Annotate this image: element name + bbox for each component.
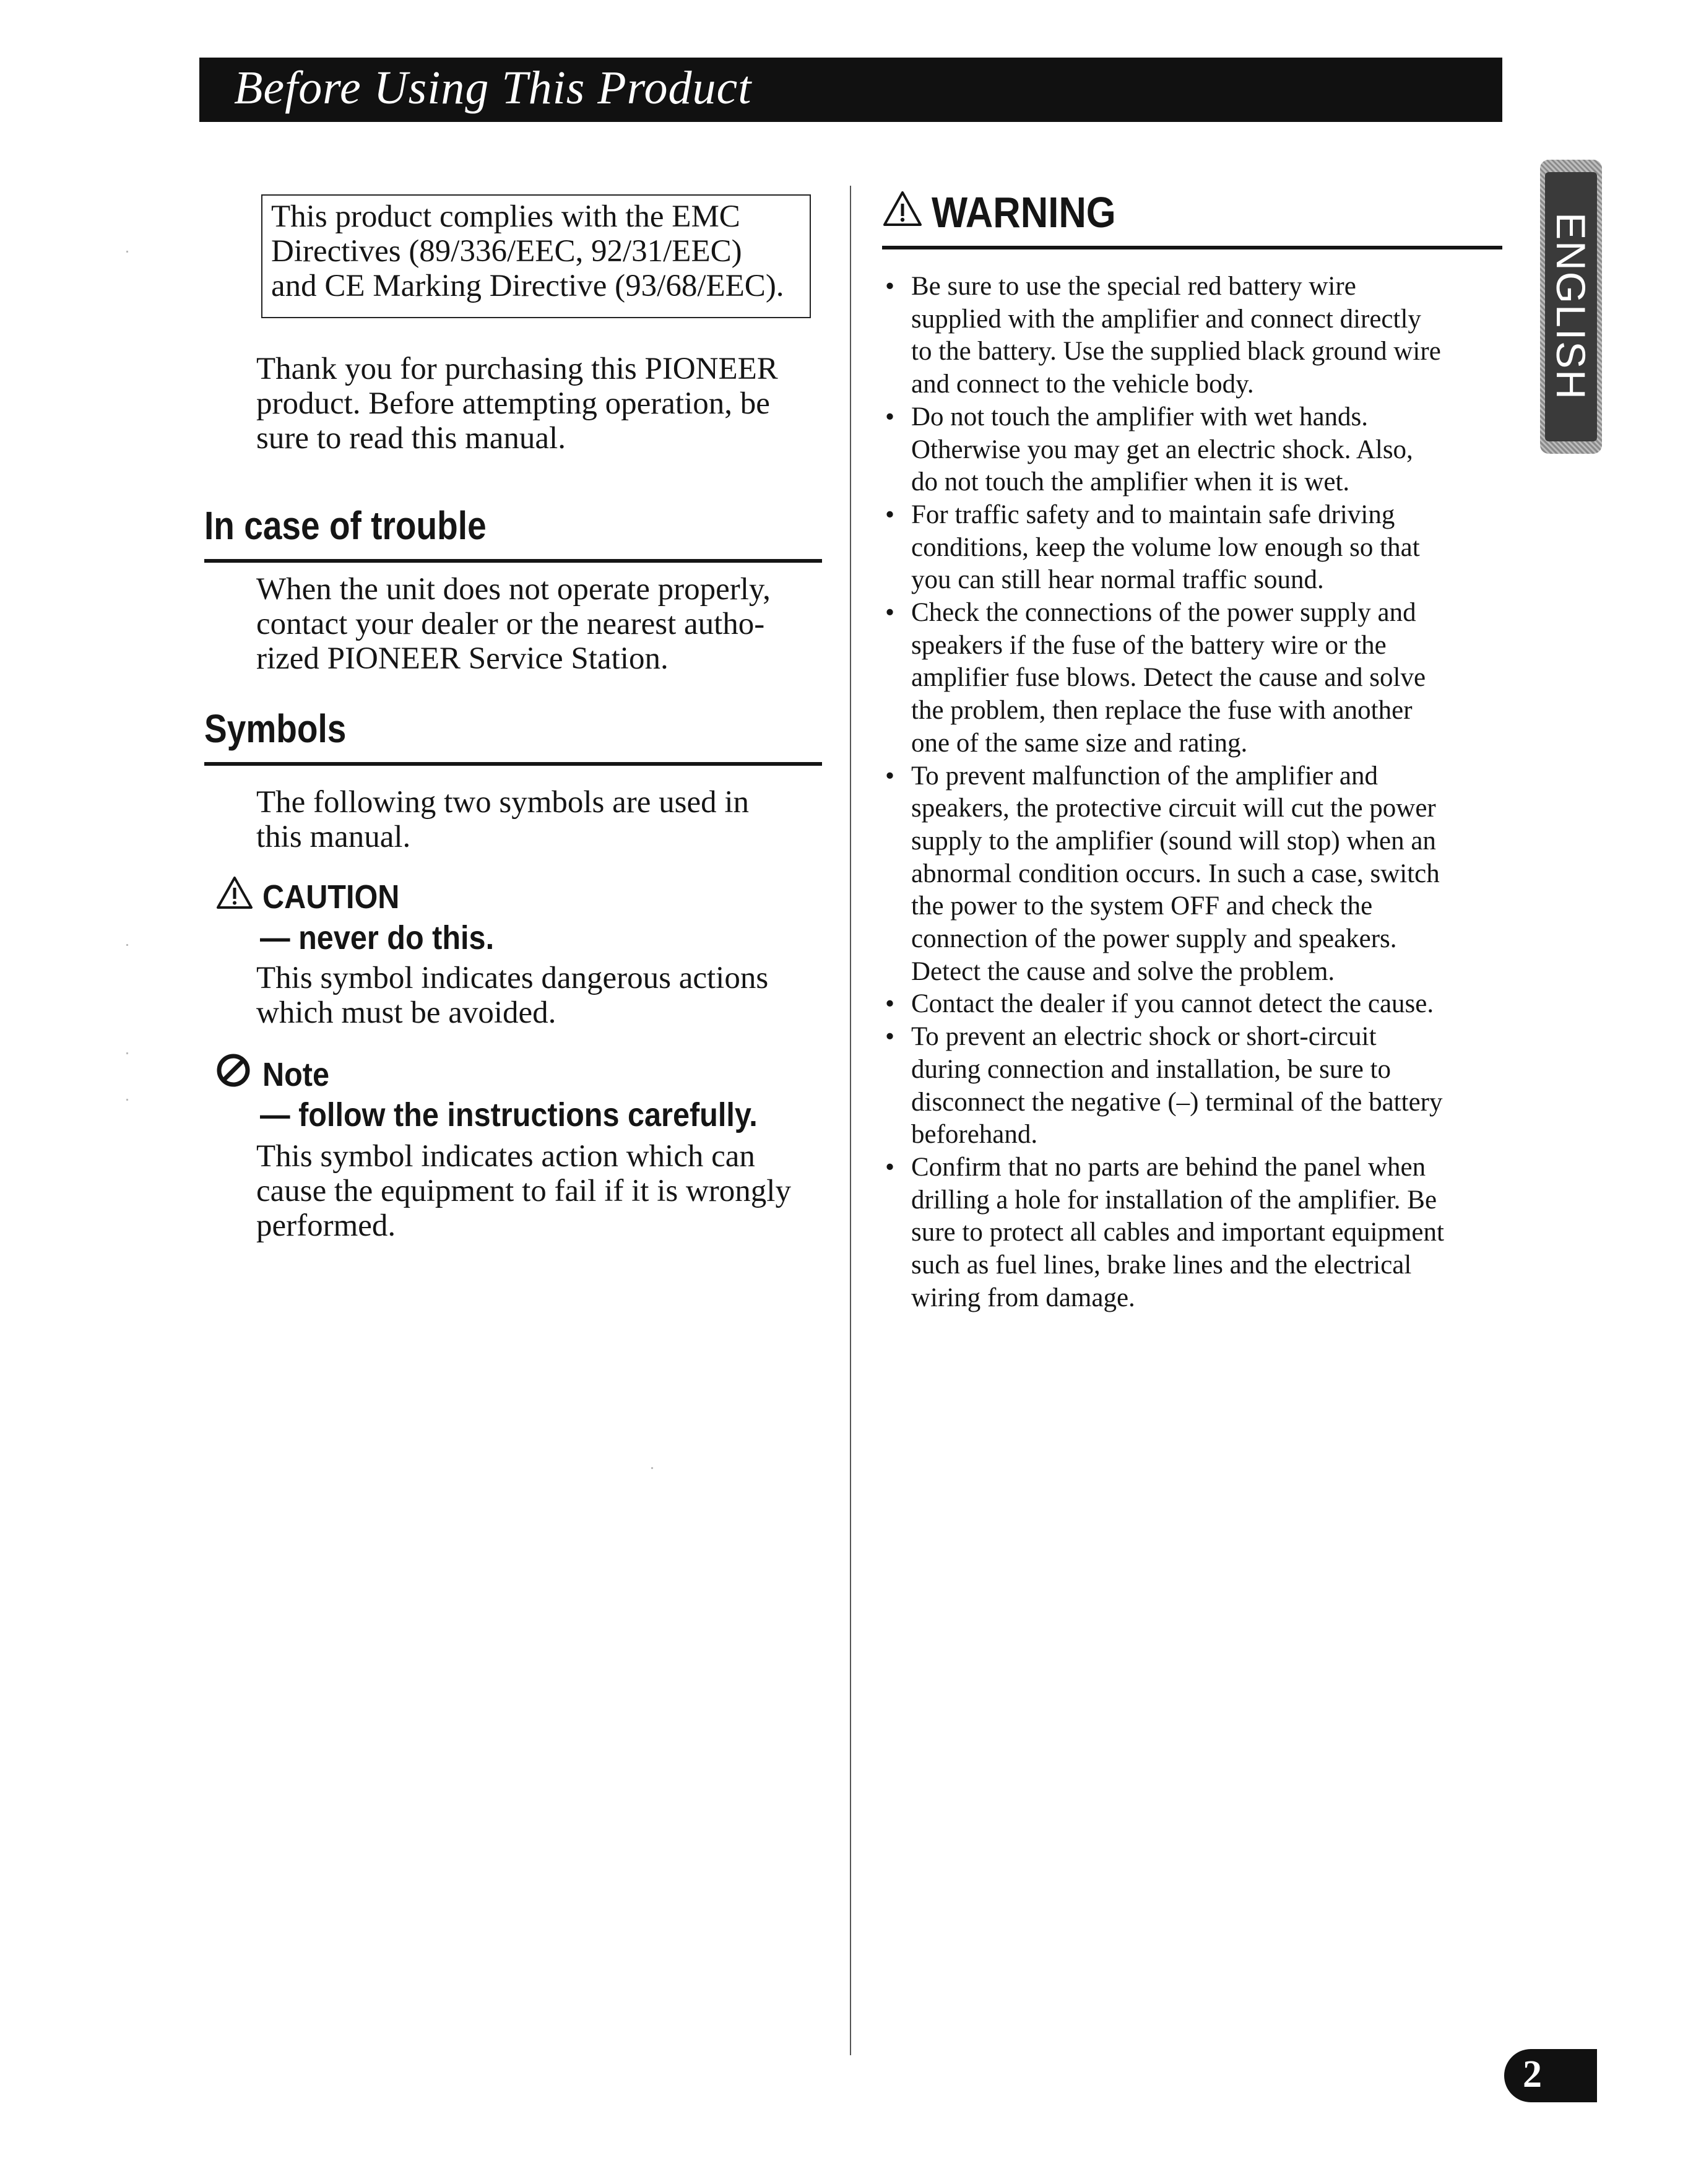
warning-line: Confirm that no parts are behind the panel when [911,1152,1426,1182]
list-item [879,271,1504,401]
warning-line: speakers if the fuse of the battery wire or the [911,630,1387,660]
note-line: cause the equipment to fail if it is wrongly [256,1174,791,1208]
intro-line: sure to read this manual. [256,421,566,456]
trouble-line: When the unit does not operate properly, [256,572,771,607]
language-tab [1540,160,1602,454]
emc-notice-box [261,194,811,318]
header-banner [199,58,1502,122]
caution-heading [215,875,415,918]
scan-speck [126,1099,128,1101]
warning-line: sure to protect all cables and important equipment [911,1218,1444,1247]
warning-line: supplied with the amplifier and connect directly [911,304,1421,334]
warning-line: during connection and installation, be sure to [911,1054,1392,1084]
bullet-icon: • [885,1152,895,1182]
warning-line: supply to the amplifier (sound will stop) when an [911,826,1436,856]
prohibition-icon [215,1052,251,1096]
warning-line: connection of the power supply and speakers. [911,924,1397,954]
warning-triangle-icon [215,875,254,918]
list-item [879,401,1504,499]
symbols-paragraph [256,785,749,854]
warning-line: to the battery. Use the supplied black ground wire [911,337,1441,366]
scan-speck [651,1467,653,1469]
warning-line: the power to the system OFF and check the [911,891,1373,921]
warning-line: amplifier fuse blows. Detect the cause and solve [911,663,1426,693]
caution-paragraph [256,961,768,1030]
symbols-line: this manual. [256,820,411,854]
bullet-icon: • [885,272,895,301]
symbols-line: The following two symbols are used in [256,785,750,820]
page-number-tab [1504,2049,1597,2102]
bullet-icon: • [885,989,895,1019]
bullet-icon: • [885,500,895,529]
emc-line: Directives (89/336/EEC, 92/31/EEC) [271,234,742,269]
trouble-line: rized PIONEER Service Station. [256,641,669,676]
caution-line: which must be avoided. [256,995,556,1030]
list-item [879,1021,1504,1151]
note-subtitle: — follow the instructions carefully. [260,1096,758,1133]
caution-label: CAUTION [262,878,400,916]
warning-line: To prevent malfunction of the amplifier and [911,761,1379,791]
bullet-icon: • [885,761,895,791]
trouble-heading-rule [204,559,822,563]
emc-line: and CE Marking Directive (93/68/EEC). [271,269,784,303]
warning-line: do not touch the amplifier when it is wet. [911,467,1350,497]
warning-line: and connect to the vehicle body. [911,370,1254,399]
warning-line: conditions, keep the volume low enough so that [911,532,1420,562]
note-paragraph [256,1139,791,1243]
intro-paragraph [256,352,778,456]
scan-speck [126,251,128,253]
note-label: Note [262,1055,329,1093]
warning-triangle-icon [882,188,923,237]
list-item [879,597,1504,760]
warning-heading [882,188,1141,237]
note-heading [215,1052,337,1096]
column-divider [850,186,851,2055]
list-item [879,1151,1504,1315]
warning-line: Detect the cause and solve the problem. [911,956,1335,986]
scan-speck [126,1052,128,1054]
bullet-icon: • [885,598,895,628]
warning-line: Be sure to use the special red battery wire [911,272,1356,301]
caution-line: This symbol indicates dangerous actions [256,961,769,995]
trouble-heading: In case of trouble [204,503,487,548]
symbols-heading: Symbols [204,706,347,751]
trouble-paragraph [256,572,771,676]
caution-subtitle: — never do this. [260,919,495,956]
warning-line: wiring from damage. [911,1283,1135,1312]
language-tab-label: ENGLISH [1548,212,1594,401]
note-line: performed. [256,1208,396,1243]
scan-speck [126,944,128,946]
symbols-heading-rule [204,762,822,766]
warning-line: For traffic safety and to maintain safe driving [911,500,1395,529]
note-line: This symbol indicates action which can [256,1139,755,1174]
bullet-icon: • [885,402,895,431]
warning-line: abnormal condition occurs. In such a case, switch [911,859,1440,888]
list-item [879,499,1504,597]
warning-line: Otherwise you may get an electric shock. Also, [911,435,1413,464]
list-item [879,760,1504,989]
warning-heading-rule [882,246,1502,249]
warning-line: Contact the dealer if you cannot detect the cause. [911,989,1434,1019]
warning-line: disconnect the negative (–) terminal of the battery [911,1087,1443,1117]
page-number: 2 [1523,2053,1542,2095]
warning-line: you can still hear normal traffic sound. [911,565,1324,595]
list-item [879,988,1504,1021]
intro-line: product. Before attempting operation, be [256,386,770,421]
warning-label: WARNING [932,188,1116,236]
bullet-icon: • [885,1022,895,1052]
warning-line: To prevent an electric shock or short-circuit [911,1022,1377,1052]
warning-line: Check the connections of the power supply and [911,598,1416,628]
warning-line: drilling a hole for installation of the amplifier. Be [911,1185,1437,1215]
trouble-line: contact your dealer or the nearest autho- [256,607,765,641]
warning-line: one of the same size and rating. [911,728,1248,758]
warning-line: the problem, then replace the fuse with another [911,696,1413,726]
warning-line: beforehand. [911,1120,1038,1150]
page-title: Before Using This Product [234,62,752,114]
warning-list [879,271,1504,1315]
warning-line: such as fuel lines, brake lines and the electrical [911,1250,1412,1280]
warning-line: Do not touch the amplifier with wet hands. [911,402,1369,431]
emc-line: This product complies with the EMC [271,199,740,234]
warning-line: speakers, the protective circuit will cut the power [911,794,1436,823]
intro-line: Thank you for purchasing this PIONEER [256,352,778,386]
